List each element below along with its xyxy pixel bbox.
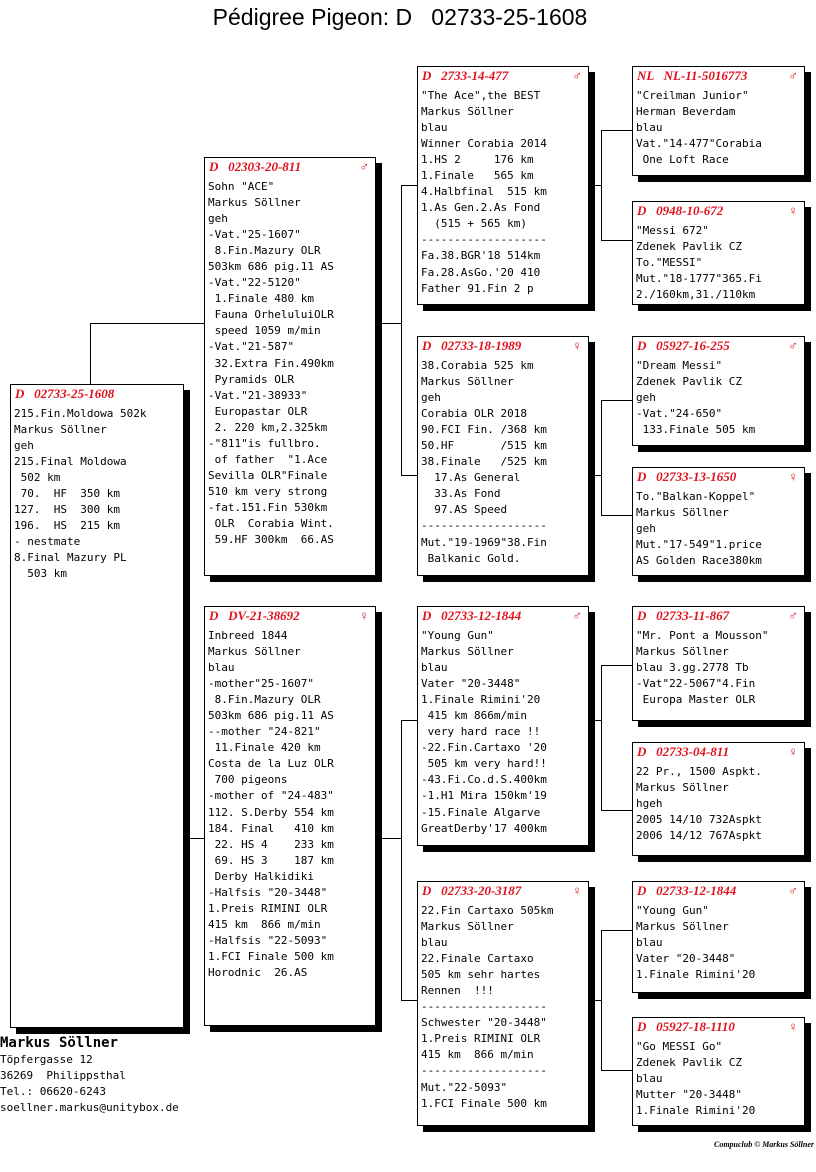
pigeon-info-line: Fa.38.BGR'18 514km [421, 249, 541, 263]
connector-line [90, 323, 204, 324]
pigeon-card-fff [632, 66, 805, 176]
ring-header [637, 68, 804, 84]
pigeon-info-line: Europastar OLR [208, 404, 308, 418]
sex-symbol-icon: ♀ [788, 1019, 798, 1034]
pigeon-info-line: 4.Halbfinal 515 km [421, 185, 547, 199]
pigeon-info-line: 503km 686 pig.11 AS [208, 260, 334, 274]
connector-line [601, 1070, 632, 1071]
page-title: Pédigree Pigeon: D 02733-25-1608 [212, 4, 588, 30]
pigeon-info-line: 22 Pr., 1500 Aspkt. [636, 765, 762, 778]
connector-line [601, 130, 632, 131]
ring-header [637, 744, 804, 760]
connector-line [589, 475, 601, 476]
pigeon-info-line: To."Balkan-Koppel" [636, 490, 756, 503]
pigeon-info-line: 1.Finale Rimini'20 [636, 968, 756, 982]
pigeon-info-line: geh [636, 522, 656, 536]
connector-line [401, 720, 417, 721]
connector-line [601, 400, 632, 401]
pigeon-info-line: ------------------- [421, 519, 547, 533]
country-code: D [422, 338, 432, 353]
sex-symbol-icon: ♂ [359, 159, 369, 174]
ring-number: 02733-04-811 [656, 744, 730, 759]
pigeon-info-line: (515 + 565 km) [421, 217, 527, 231]
pigeon-info-line: -mother of "24-483" [208, 789, 334, 803]
connector-line [601, 665, 632, 666]
pigeon-info-line: blau [421, 121, 448, 135]
pigeon-info-line: Fauna OrheluluiOLR [208, 308, 334, 322]
connector-line [601, 515, 632, 516]
pigeon-info-line: "Messi 672" [636, 224, 709, 237]
ring-number: 02733-11-867 [656, 608, 730, 623]
pigeon-info-line: - nestmate [14, 535, 81, 549]
pigeon-info-line: 1.Preis RIMINI OLR [421, 1032, 541, 1046]
pigeon-info-line: 22.Finale Cartaxo [421, 952, 534, 966]
pigeon-info-line: "Young Gun" [636, 904, 709, 917]
pigeon-info-line: Zdenek Pavlik CZ [636, 375, 742, 389]
pigeon-info-line: -Vat."25-1607" [208, 228, 301, 242]
pigeon-info-line: geh [14, 439, 34, 453]
pigeon-info-line: 505 km very hard!! [421, 757, 547, 771]
pigeon-info-line: 184. Final 410 km [208, 821, 334, 835]
country-code: D [637, 744, 647, 759]
ring-header [15, 386, 183, 402]
pigeon-info-line: 1.Preis RIMINI OLR [208, 901, 328, 915]
ring-number: 02733-13-1650 [656, 469, 737, 484]
country-code: D [209, 608, 219, 623]
pigeon-info-line: -Vat."22-5120" [208, 276, 301, 290]
copyright-notice: Compuclub © Markus Söllner [713, 1140, 814, 1149]
sex-symbol-icon: ♀ [788, 203, 798, 218]
pigeon-info-line: Markus Söllner [421, 375, 514, 389]
ring-number: DV-21-38692 [228, 608, 300, 623]
ring-header [209, 159, 375, 175]
ring-header [422, 68, 588, 84]
pigeon-info-line: 1.Finale 565 km [421, 169, 534, 183]
pigeon-info-line: Markus Söllner [636, 920, 729, 934]
ring-number: 02303-20-811 [228, 159, 302, 174]
pigeon-info-line: -43.Fi.Co.d.S.400km [421, 773, 547, 787]
connector-line [601, 810, 632, 811]
pigeon-info-line: -Vat."21-38933" [208, 388, 308, 402]
pigeon-info-line: Pyramids OLR [208, 372, 295, 386]
connector-line [589, 185, 601, 186]
pigeon-info-line: Father 91.Fin 2 p [421, 281, 534, 295]
pigeon-info-line: Markus Söllner [208, 645, 301, 659]
pigeon-info-line: Markus Söllner [636, 645, 729, 659]
owner-phone: Tel.: 06620-6243 [0, 1085, 106, 1098]
owner-city: 36269 Philippsthal [0, 1069, 126, 1082]
pigeon-info-line: 215.Fin.Moldowa 502k [14, 407, 147, 420]
pigeon-info-line: Mut."17-549"1.price [636, 538, 762, 552]
pigeon-info-line: -1.H1 Mira 150km'19 [421, 789, 547, 803]
pigeon-info-line: 502 km [14, 471, 61, 485]
pigeon-info-line: blau [208, 661, 235, 675]
pigeon-info-line: Markus Söllner [636, 506, 729, 520]
pigeon-info-line: Rennen !!! [421, 984, 494, 998]
pigeon-info-line: 112. S.Derby 554 km [208, 805, 334, 819]
connector-line [401, 185, 402, 475]
ring-header [209, 608, 375, 624]
pigeon-info-line: OLR Corabia Wint. [208, 516, 334, 530]
pigeon-info-line: 503km 686 pig.11 AS [208, 709, 334, 723]
pigeon-card-maternal-grandmother [417, 881, 589, 1126]
pigeon-info-line: ------------------- [421, 1064, 547, 1078]
pigeon-info-line: 2. 220 km,2.325km [208, 420, 328, 434]
ring-number: 0948-10-672 [656, 203, 724, 218]
pigeon-info-line: 1.FCI Finale 500 km [421, 1096, 547, 1110]
owner-name: Markus Söllner [0, 1035, 119, 1051]
pigeon-info-line: 17.As General [421, 471, 521, 485]
pigeon-info-line: 1.As Gen.2.As Fond [421, 201, 541, 215]
pigeon-info-line: "Young Gun" [421, 629, 494, 642]
pigeon-info-line: Mutter "20-3448" [636, 1088, 742, 1102]
pigeon-info-line: 510 km very strong [208, 484, 328, 498]
connector-line [401, 1000, 417, 1001]
pigeon-info-line: -"811"is fullbro. [208, 436, 321, 450]
pigeon-info-line: 196. HS 215 km [14, 519, 120, 533]
pigeon-info-line: Markus Söllner [636, 781, 729, 795]
connector-line [401, 185, 417, 186]
pigeon-info-line: Markus Söllner [421, 105, 514, 119]
pigeon-info-line: Balkanic Gold. [421, 551, 521, 565]
pigeon-info-line: Vater "20-3448" [421, 677, 521, 691]
pigeon-info-line: blau [636, 121, 663, 135]
connector-line [601, 240, 632, 241]
connector-line [601, 930, 602, 1070]
pigeon-info-line: Fa.28.AsGo.'20 410 [421, 265, 541, 279]
pigeon-card-mmm [632, 1017, 805, 1126]
pigeon-card-mother [204, 606, 376, 1026]
connector-line [401, 475, 417, 476]
pigeon-info-line: Costa de la Luz OLR [208, 757, 334, 771]
pigeon-info-line: Mut."22-5093" [421, 1080, 508, 1094]
pigeon-info-line: Zdenek Pavlik CZ [636, 1056, 742, 1070]
pigeon-info-line: of father "1.Ace [208, 452, 328, 466]
ring-header [637, 608, 804, 624]
country-code: D [637, 1019, 647, 1034]
pigeon-info-line: Horodnic 26.AS [208, 965, 308, 979]
country-code: D [422, 68, 432, 83]
pigeon-card-mff [632, 606, 805, 721]
pigeon-info-line: Mut."18-1777"365.Fi [636, 272, 762, 286]
pigeon-info-line: geh [636, 391, 656, 405]
pigeon-info-line: 1.Finale Rimini'20 [636, 1104, 756, 1118]
ring-header [637, 469, 804, 485]
pigeon-info-line: Schwester "20-3448" [421, 1016, 547, 1030]
pigeon-info-line: Markus Söllner [421, 645, 514, 659]
country-code: NL [637, 68, 654, 83]
pigeon-info-line: blau [421, 661, 448, 675]
pigeon-info-line: geh [421, 391, 441, 405]
pigeon-info-line: Zdenek Pavlik CZ [636, 240, 742, 254]
pigeon-info-line: Mut."19-1969"38.Fin [421, 535, 547, 549]
pigeon-card-father [204, 157, 376, 576]
pigeon-info-line: 1.Finale 480 km [208, 292, 314, 306]
country-code: D [15, 386, 25, 401]
ring-number: 05927-16-255 [656, 338, 730, 353]
country-code: D [422, 883, 432, 898]
pigeon-info-line: 33.As Fond [421, 487, 501, 501]
country-code: D [637, 883, 647, 898]
pigeon-info-line: "Go MESSI Go" [636, 1040, 723, 1053]
pigeon-info-line: One Loft Race [636, 153, 729, 167]
ring-number: 05927-18-1110 [656, 1019, 735, 1034]
pigeon-info-line: Vater "20-3448" [636, 952, 736, 966]
pigeon-info-line: Markus Söllner [421, 920, 514, 934]
pigeon-info-line: 32.Extra Fin.490km [208, 356, 334, 370]
pigeon-info-line: 1.Finale Rimini'20 [421, 693, 541, 707]
pigeon-info-line: Herman Beverdam [636, 105, 736, 119]
pigeon-info-line: 503 km [14, 567, 67, 581]
ring-number: NL-11-5016773 [663, 68, 748, 83]
ring-header [637, 338, 804, 354]
sex-symbol-icon: ♂ [572, 68, 582, 83]
pigeon-info-line: blau [421, 936, 448, 950]
sex-symbol-icon: ♂ [788, 68, 798, 83]
pigeon-info-line: 2./160km,31./110km [636, 288, 756, 302]
pigeon-info-line: ------------------- [421, 1000, 547, 1014]
pigeon-info-line: "The Ace",the BEST [421, 89, 541, 102]
pigeon-card-ffm [632, 201, 805, 305]
pigeon-info-line: speed 1059 m/min [208, 324, 321, 338]
pigeon-card-fmm [632, 467, 805, 576]
connector-line [601, 130, 602, 240]
pigeon-info-line: 415 km 866m/min [421, 709, 527, 723]
pigeon-info-line: Europa Master OLR [636, 693, 756, 707]
country-code: D [422, 608, 432, 623]
pigeon-info-line: Markus Söllner [208, 196, 301, 210]
pigeon-card-mfm [632, 742, 805, 856]
owner-email[interactable]: soellner.markus@unitybox.de [0, 1101, 179, 1114]
pigeon-info-line: 22. HS 4 233 km [208, 837, 334, 851]
ring-number: 2733-14-477 [441, 68, 509, 83]
pigeon-info-line: -Vat"22-5067"4.Fin [636, 677, 756, 691]
ring-number: 02733-25-1608 [34, 386, 115, 401]
ring-header [422, 608, 588, 624]
pigeon-info-line: -15.Finale Algarve [421, 805, 541, 819]
sex-symbol-icon: ♀ [572, 338, 582, 353]
country-code: D [637, 338, 647, 353]
pigeon-info-line: Markus Söllner [14, 423, 107, 437]
pigeon-info-line: 2006 14/12 767Aspkt [636, 829, 762, 843]
pigeon-card-paternal-grandmother [417, 336, 589, 576]
sex-symbol-icon: ♂ [788, 338, 798, 353]
pigeon-info-line: 69. HS 3 187 km [208, 853, 334, 867]
pigeon-info-line: very hard race !! [421, 725, 541, 739]
pigeon-info-line: 2005 14/10 732Aspkt [636, 813, 762, 827]
pigeon-info-line: -22.Fin.Cartaxo '20 [421, 741, 547, 755]
connector-line [601, 400, 602, 515]
connector-line [376, 323, 401, 324]
pigeon-info-line: 8.Fin.Mazury OLR [208, 244, 321, 258]
pigeon-info-line: 70. HF 350 km [14, 487, 120, 501]
connector-line [589, 1000, 601, 1001]
ring-number: 02733-18-1989 [441, 338, 522, 353]
pigeon-card-subject [10, 384, 184, 1028]
pigeon-info-line: blau [636, 936, 663, 950]
connector-line [601, 665, 602, 810]
pigeon-card-fmf [632, 336, 805, 446]
pigeon-info-line: 415 km 866 m/min [421, 1048, 534, 1062]
pigeon-info-line: 59.HF 300km 66.AS [208, 533, 334, 547]
pigeon-info-line: 11.Finale 420 km [208, 741, 321, 755]
pigeon-info-line: GreatDerby'17 400km [421, 821, 547, 835]
pigeon-info-line: 215.Final Moldowa [14, 455, 127, 469]
ring-header [422, 338, 588, 354]
pigeon-info-line: -Halfsis "22-5093" [208, 933, 328, 947]
pigeon-info-line: "Mr. Pont a Mousson" [636, 629, 769, 642]
pigeon-info-line: 505 km sehr hartes [421, 968, 541, 982]
ring-header [422, 883, 588, 899]
pigeon-info-line: Vat."14-477"Corabia [636, 137, 762, 151]
pigeon-info-line: 90.FCI Fin. /368 km [421, 423, 547, 437]
sex-symbol-icon: ♀ [788, 469, 798, 484]
sex-symbol-icon: ♀ [359, 608, 369, 623]
country-code: D [209, 159, 219, 174]
sex-symbol-icon: ♂ [788, 608, 798, 623]
pigeon-info-line: hgeh [636, 797, 663, 811]
owner-street: Töpfergasse 12 [0, 1053, 93, 1066]
pigeon-info-line: Sohn "ACE" [208, 180, 275, 193]
connector-line [376, 838, 401, 839]
connector-line [601, 930, 632, 931]
sex-symbol-icon: ♂ [572, 608, 582, 623]
pigeon-card-maternal-grandfather [417, 606, 589, 846]
pigeon-info-line: Derby Halkidiki [208, 869, 314, 883]
pigeon-card-mmf [632, 881, 805, 993]
country-code: D [637, 203, 647, 218]
pigeon-info-line: 38.Finale /525 km [421, 455, 547, 469]
pigeon-info-line: -fat.151.Fin 530km [208, 500, 328, 514]
sex-symbol-icon: ♀ [572, 883, 582, 898]
ring-header [637, 883, 804, 899]
country-code: D [637, 608, 647, 623]
ring-number: 02733-12-1844 [656, 883, 737, 898]
pigeon-info-line: 8.Final Mazury PL [14, 551, 127, 565]
pigeon-info-line: -Halfsis "20-3448" [208, 885, 328, 899]
pigeon-info-line: 1.HS 2 176 km [421, 153, 534, 167]
pigeon-info-line: Winner Corabia 2014 [421, 137, 547, 151]
sex-symbol-icon: ♀ [788, 744, 798, 759]
pigeon-info-line: To."MESSI" [636, 256, 703, 270]
pigeon-card-paternal-grandfather [417, 66, 589, 305]
pigeon-info-line: Sevilla OLR"Finale [208, 468, 328, 482]
pigeon-info-line: 127. HS 300 km [14, 503, 120, 517]
pigeon-info-line: AS Golden Race380km [636, 554, 762, 568]
pigeon-info-line: geh [208, 212, 228, 226]
pigeon-info-line: ------------------- [421, 233, 547, 247]
country-code: D [637, 469, 647, 484]
pigeon-info-line: 97.AS Speed [421, 503, 508, 517]
pigeon-info-line: blau [636, 1072, 663, 1086]
pigeon-info-line: 22.Fin Cartaxo 505km [421, 904, 554, 917]
pigeon-info-line: 133.Finale 505 km [636, 423, 756, 437]
ring-header [637, 203, 804, 219]
pigeon-info-line: 700 pigeons [208, 773, 288, 787]
ring-number: 02733-20-3187 [441, 883, 522, 898]
pigeon-info-line: "Creilman Junior" [636, 89, 749, 102]
ring-header [637, 1019, 804, 1035]
owner-address [0, 1034, 179, 1116]
pigeon-info-line: 50.HF /515 km [421, 439, 547, 453]
sex-symbol-icon: ♂ [788, 883, 798, 898]
pigeon-info-line: 8.Fin.Mazury OLR [208, 693, 321, 707]
pigeon-info-line: -Vat."24-650" [636, 407, 723, 421]
connector-line [90, 323, 91, 384]
pigeon-info-line: 38.Corabia 525 km [421, 359, 534, 372]
pigeon-info-line: --mother "24-821" [208, 725, 321, 739]
pigeon-info-line: "Dream Messi" [636, 359, 723, 372]
pigeon-info-line: Corabia OLR 2018 [421, 407, 527, 421]
connector-line [401, 720, 402, 1000]
pigeon-info-line: 415 km 866 m/min [208, 917, 321, 931]
pigeon-info-line: -Vat."21-587" [208, 340, 295, 354]
pigeon-info-line: -mother"25-1607" [208, 677, 314, 691]
pigeon-info-line: blau 3.gg.2778 Tb [636, 661, 749, 675]
ring-number: 02733-12-1844 [441, 608, 522, 623]
pigeon-info-line: Inbreed 1844 [208, 629, 288, 642]
connector-line [589, 720, 601, 721]
pigeon-info-line: 1.FCI Finale 500 km [208, 949, 334, 963]
